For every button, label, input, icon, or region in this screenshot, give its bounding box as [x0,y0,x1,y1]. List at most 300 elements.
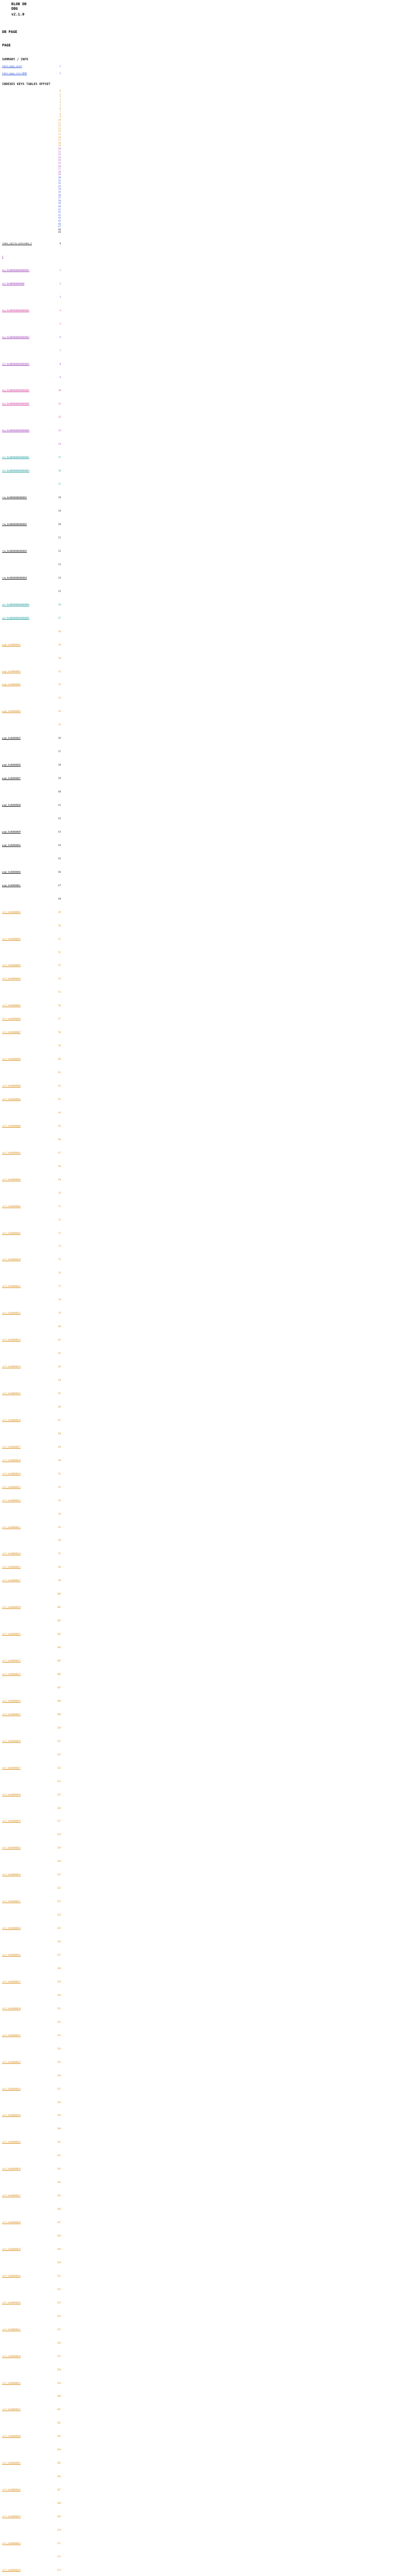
entry-offset: 52 [58,951,61,954]
entry-offset: 122 [57,1887,61,1890]
entry-offset: 12 [58,416,61,419]
entry-label[interactable]: cell_0x00000041 [2,2462,21,2465]
entry-offset: 171 [57,2541,61,2545]
entry-offset: 137 [57,2087,61,2090]
entry-offset: 56 [58,1004,61,1007]
entry-offset: 85 [58,1392,61,1395]
entry-offset: 99 [58,1579,61,1582]
offset-value: 44 [58,216,61,219]
entry-offset: 75 [58,1258,61,1261]
entry-label[interactable]: page_0x00000004 [2,710,21,713]
entry-label[interactable]: cell_0x00000029 [2,1820,21,1823]
entry-label[interactable]: cell_0x00000006 [2,1018,21,1021]
entry-label[interactable]: cell_0x0000003e [2,2381,21,2384]
entry-label[interactable]: cell_0x0000003a [2,2274,21,2277]
offset-value: 20 [58,147,61,150]
entry-offset: 67 [58,1151,61,1154]
summary-row-label[interactable]: table:page_size:4096 [2,72,27,75]
header-line-3: v2.1.0 [11,12,25,16]
entry-label[interactable]: key:0x0000000000000002 [2,309,29,312]
entry-offset: 126 [57,1940,61,1943]
entry-label[interactable]: cell_0x00000033 [2,2087,21,2090]
entry-offset: 94 [58,1512,61,1515]
entry-offset: 168 [57,2502,61,2505]
entry-offset: 135 [57,2060,61,2063]
entry-offset: 16 [58,469,61,472]
entry-offset: 101 [57,1606,61,1609]
entry-label[interactable]: cell_0x00000038 [2,2221,21,2224]
offset-value: 37 [58,196,61,199]
entry-offset: 77 [58,1285,61,1288]
entry-offset: 30 [58,656,61,659]
entry-offset: 18 [58,496,61,499]
entry-offset: 160 [57,2395,61,2398]
offset-value: 7 [59,110,61,113]
entry-label[interactable]: page_0x00000003 [2,683,21,686]
offset-value: 11 [58,121,61,124]
entry-offset: 39 [58,777,61,780]
offset-value: 12 [58,124,61,127]
entry-offset: 119 [57,1846,61,1850]
entry-offset: 115 [57,1793,61,1796]
entry-offset: 3 [59,295,61,298]
offset-value: 21 [58,150,61,153]
entry-offset: 38 [58,764,61,767]
entry-label[interactable]: cell_0x00000011 [2,1285,21,1288]
entry-label[interactable]: cell_0x00000025 [2,1713,21,1716]
entry-offset: 100 [57,1592,61,1596]
indexes-section-title: INDEXES KEYS TABLES OFFSET [2,82,50,86]
entry-label[interactable]: cell_0x00000019 [2,1472,21,1475]
entry-offset: 28 [58,630,61,633]
entry-offset: 76 [58,1272,61,1275]
entry-offset: 90 [58,1459,61,1462]
entry-offset: 2 [59,282,61,285]
entry-label[interactable]: cell_0x00000007 [2,1031,21,1034]
entry-label[interactable]: cell_0x00000035 [2,2141,21,2144]
entry-label[interactable]: cell_0x00000013 [2,1338,21,1342]
entry-offset: 89 [58,1445,61,1448]
offset-value: 31 [58,179,61,182]
entry-label[interactable]: cell_0x00000015 [2,1392,21,1395]
entry-label[interactable]: key:0x0000000000000003 [2,335,29,338]
entry-label[interactable]: cell_0x00000032 [2,2060,21,2063]
entry-label[interactable]: val:0x0000000000000005 [2,616,29,619]
entry-offset: 104 [57,1646,61,1649]
entry-offset: 49 [58,910,61,913]
entry-label[interactable]: cell_0x0000001a [2,1485,21,1488]
entry-offset: 47 [58,884,61,887]
entry-label[interactable]: cell_0x00000027 [2,1766,21,1769]
entry-offset: 71 [58,1205,61,1208]
entry-label[interactable]: cell_0x00000010 [2,1258,21,1261]
entry-label[interactable]: row_0x00000000000004 [2,576,27,579]
entry-offset: 84 [58,1379,61,1382]
offset-value: 19 [58,144,61,147]
entry-label[interactable]: cell_0x00000008 [2,1058,21,1061]
offset-value: 33 [58,184,61,188]
entry-offset: 79 [58,1312,61,1315]
entry-offset: 145 [57,2194,61,2197]
entry-offset: 157 [57,2354,61,2358]
offset-value: 17 [58,139,61,142]
summary-row-label[interactable]: table:page_count [2,65,22,67]
offset-value: 3 [59,98,61,101]
entry-offset: 117 [57,1820,61,1823]
entry-label[interactable]: key:0x0000000000000006 [2,429,29,432]
entry-offset: 140 [57,2127,61,2130]
entry-label[interactable]: cell_0x00000028 [2,1793,21,1796]
entry-label[interactable]: cell_0x00000043 [2,2515,21,2518]
entry-offset: 21 [58,536,61,539]
entry-offset: 162 [57,2421,61,2425]
entry-label[interactable]: cell_0x0000001e [2,1566,21,1569]
entry-offset: 97 [58,1552,61,1555]
entry-label[interactable]: cell_0x00000045 [2,2568,21,2571]
offset-value: 28 [58,170,61,173]
offset-value: 14 [58,130,61,133]
entry-offset: 125 [57,1927,61,1930]
entry-label[interactable]: page_0x0000000b [2,870,21,873]
entry-offset: 95 [58,1526,61,1529]
offset-value: 34 [58,188,61,191]
entry-label[interactable]: cell_0x0000000b [2,1124,21,1127]
entry-offset: 48 [58,897,61,900]
entry-offset: 70 [58,1191,61,1194]
entry-label[interactable]: key:0x0000000000000005 [2,402,29,405]
entry-offset: 147 [57,2221,61,2224]
offset-value: 40 [58,205,61,208]
offset-value: 23 [58,156,61,159]
entry-label[interactable]: cell_0x00000012 [2,1312,21,1315]
entry-offset: 144 [57,2181,61,2184]
entry-label[interactable]: cell_0x0000003f [2,2408,21,2411]
entry-label[interactable]: cell_0x0000001f [2,1579,21,1582]
entry-offset: 164 [57,2448,61,2451]
entry-offset: 172 [57,2555,61,2558]
entry-offset: 5 [59,322,61,325]
entry-label[interactable]: cell_0x0000002f [2,1980,21,1983]
entry-offset: 108 [57,1699,61,1702]
entry-offset: 93 [58,1499,61,1502]
entry-label[interactable]: val:0x0000000000000003 [2,469,29,472]
entry-label[interactable]: row_0x00000000000002 [2,523,27,526]
entry-offset: 139 [57,2114,61,2117]
entry-offset: 127 [57,1954,61,1957]
entry-offset: 27 [58,616,61,619]
entry-label[interactable]: page_0x00000002 [2,670,21,673]
entry-label[interactable]: cell_0x00000044 [2,2541,21,2545]
entry-label[interactable]: cell_0x0000002c [2,1900,21,1903]
entry-label[interactable]: page_0x00000008 [2,804,21,807]
entry-offset: 7 [59,349,61,352]
entry-label[interactable]: cell_0x00000024 [2,1699,21,1702]
entry-offset: 87 [58,1418,61,1421]
entry-offset: 62 [58,1084,61,1088]
entry-offset: 13 [58,429,61,432]
entry-offset: 8 [59,362,61,365]
entry-offset: 155 [57,2328,61,2331]
entry-offset: 57 [58,1018,61,1021]
entry-offset: 131 [57,2007,61,2010]
entry-offset: 148 [57,2234,61,2238]
entry-label[interactable]: cell_0x00000016 [2,1418,21,1421]
entry-label[interactable]: cell_0x00000020 [2,1606,21,1609]
entry-label[interactable]: cell_0x00000026 [2,1739,21,1742]
offset-value: 2 [59,95,61,98]
offset-value: 39 [58,202,61,205]
entry-offset: 43 [58,830,61,833]
entry-offset: 54 [58,977,61,980]
entry-offset: 146 [57,2208,61,2211]
entry-offset: 0 [59,242,61,245]
offset-value: 26 [58,164,61,167]
entry-offset: 68 [58,1164,61,1167]
entry-offset: 41 [58,804,61,807]
entry-offset: 9 [59,376,61,379]
entry-offset: 120 [57,1860,61,1863]
offset-value: 9 [59,115,61,118]
entry-label[interactable]: cell_0x0000002e [2,1954,21,1957]
offset-value: 35 [58,191,61,193]
offset-value: 18 [58,141,61,144]
offset-value: 16 [58,135,61,139]
entry-offset: 58 [58,1031,61,1034]
entry-label[interactable]: cell_0x00000039 [2,2247,21,2250]
entry-label[interactable]: cell_0x0000001c [2,1526,21,1529]
entry-label[interactable]: page_0x00000006 [2,764,21,767]
entry-offset: 161 [57,2408,61,2411]
offset-value: 42 [58,211,61,214]
entry-offset: 80 [58,1325,61,1328]
entry-offset: 88 [58,1432,61,1435]
entry-offset: 124 [57,1913,61,1917]
entry-offset: 15 [58,456,61,459]
entry-label[interactable]: cell_0x00000002 [2,937,21,940]
offset-value: 24 [58,159,61,162]
entry-label[interactable]: cell_0x00000040 [2,2435,21,2438]
offset-value: 32 [58,182,61,185]
offset-value: 8 [59,112,61,115]
entry-offset: 170 [57,2529,61,2532]
entry-offset: 24 [58,576,61,579]
entry-label[interactable]: cell_0x00000017 [2,1445,21,1448]
entry-label[interactable]: cell_0x00000018 [2,1459,21,1462]
summary-row-value: 1 [59,72,61,75]
entry-label[interactable]: cell_0x00000001 [2,910,21,913]
entry-label[interactable]: key:0x0000000000000004 [2,389,29,392]
entry-offset: 26 [58,603,61,606]
entry-offset: 1 [59,268,61,272]
entry-label[interactable]: cell_0x0000001d [2,1552,21,1555]
offset-value: 41 [58,208,61,211]
entry-label[interactable]: cell_0x00000003 [2,964,21,967]
entry-offset: 19 [58,510,61,513]
entry-label[interactable]: cell_0x0000001b [2,1499,21,1502]
entry-label[interactable]: page_0x0000000c [2,884,21,887]
entry-label[interactable]: cell_0x0000002d [2,1927,21,1930]
entry-offset: 64 [58,1111,61,1114]
entry-offset: 113 [57,1766,61,1769]
entry-offset: 17 [58,483,61,486]
entry-offset: 112 [57,1753,61,1756]
entry-offset: 46 [58,870,61,873]
entry-label[interactable]: val:0x0000000000000002 [2,456,29,459]
offset-value: 36 [58,193,61,196]
entry-label[interactable]: cell_0x00000021 [2,1633,21,1636]
entry-offset: 142 [57,2154,61,2157]
entry-label[interactable]: cell_0x00000022 [2,1659,21,1663]
header-line-1: BLOB DB [11,2,27,6]
entry-label[interactable]: cell_0x0000003c [2,2328,21,2331]
entry-offset: 123 [57,1900,61,1903]
entry-offset: 31 [58,670,61,673]
entry-label[interactable]: cell_0x0000002a [2,1846,21,1850]
entry-label[interactable]: page_0x00000001 [2,643,21,646]
entry-offset: 73 [58,1231,61,1234]
entry-offset: 116 [57,1806,61,1809]
entry-offset: 69 [58,1178,61,1181]
entry-offset: 33 [58,697,61,700]
entry-label[interactable]: cell_0x00000042 [2,2488,21,2492]
entry-offset: 158 [57,2368,61,2371]
entry-label[interactable]: cell_0x00000005 [2,1004,21,1007]
entry-offset: 37 [58,750,61,753]
entry-label[interactable]: val:0x0000000000000004 [2,603,29,606]
entry-offset: 152 [57,2287,61,2291]
entry-offset: 134 [57,2047,61,2050]
offset-value: 4 [59,101,61,104]
entry-label[interactable]: index_sqlite_autoindex_1 [2,242,32,245]
offset-value: 27 [58,167,61,171]
entry-offset: 66 [58,1138,61,1141]
entry-offset: 166 [57,2475,61,2478]
entry-offset: 72 [58,1218,61,1221]
entry-offset: 106 [57,1673,61,1675]
entry-label[interactable]: key:0x0000000000000001 [2,268,29,272]
entry-offset: 167 [57,2488,61,2492]
header-line-2: DBG [11,7,18,11]
entry-label[interactable]: cell_0x0000003d [2,2354,21,2358]
entry-label[interactable]: 0 [2,255,4,258]
entry-offset: 45 [58,857,61,860]
entry-label[interactable]: page_0x0000000a [2,843,21,846]
entry-offset: 20 [58,523,61,526]
entry-offset: 35 [58,723,61,726]
offset-value: 25 [58,162,61,164]
entry-offset: 92 [58,1485,61,1488]
entry-label[interactable]: cell_0x00000004 [2,977,21,980]
entry-offset: 129 [57,1980,61,1983]
offset-value: 49 [58,231,61,234]
offset-value: 13 [58,127,61,130]
entry-label[interactable]: val:0x000000000000 [2,282,25,285]
entry-offset: 11 [58,402,61,405]
entry-offset: 132 [57,2020,61,2023]
entry-label[interactable]: val:0x0000000000000001 [2,362,29,365]
offset-value: 6 [59,107,61,110]
offset-value: 46 [58,222,61,225]
entry-label[interactable]: cell_0x00000030 [2,2007,21,2010]
entry-offset: 60 [58,1058,61,1061]
entry-offset: 111 [57,1739,61,1742]
entry-offset: 34 [58,710,61,713]
entry-offset: 149 [57,2247,61,2250]
entry-label[interactable]: cell_0x00000023 [2,1673,21,1675]
entry-offset: 83 [58,1365,61,1368]
entry-label[interactable]: cell_0x00000036 [2,2167,21,2171]
entry-offset: 165 [57,2462,61,2465]
offset-value: 29 [58,173,61,176]
entry-offset: 102 [57,1619,61,1622]
offset-value: 43 [58,213,61,216]
entry-offset: 61 [58,1071,61,1074]
entry-offset: 159 [57,2381,61,2384]
entry-offset: 130 [57,1993,61,1996]
entry-offset: 36 [58,737,61,740]
entry-offset: 154 [57,2314,61,2317]
entry-label[interactable]: cell_0x00000031 [2,2033,21,2037]
entry-offset: 81 [58,1338,61,1342]
entry-offset: 138 [57,2100,61,2104]
entry-offset: 63 [58,1098,61,1100]
entry-label[interactable]: cell_0x0000000f [2,1231,21,1234]
entry-offset: 55 [58,991,61,994]
entry-label[interactable]: cell_0x00000037 [2,2194,21,2197]
entry-offset: 114 [57,1780,61,1783]
entry-label[interactable]: cell_0x0000002b [2,1873,21,1876]
entry-offset: 82 [58,1352,61,1355]
entry-offset: 50 [58,924,61,927]
entry-offset: 173 [57,2568,61,2571]
entry-label[interactable]: cell_0x00000034 [2,2114,21,2117]
entry-offset: 153 [57,2301,61,2304]
entry-offset: 44 [58,843,61,846]
entry-offset: 59 [58,1044,61,1047]
offset-value: 5 [59,104,61,107]
entry-label[interactable]: cell_0x00000009 [2,1084,21,1088]
entry-offset: 151 [57,2274,61,2277]
entry-label[interactable]: page_0x00000005 [2,737,21,740]
entry-offset: 156 [57,2341,61,2344]
offset-value: 45 [58,219,61,222]
entry-offset: 14 [58,443,61,446]
entry-offset: 86 [58,1405,61,1408]
entry-label[interactable]: row_0x00000000000001 [2,496,27,499]
page-subtitle: PAGE [2,43,11,47]
entry-label[interactable]: page_0x00000009 [2,830,21,833]
entry-label[interactable]: cell_0x00000014 [2,1365,21,1368]
entry-offset: 169 [57,2515,61,2518]
entry-offset: 163 [57,2435,61,2438]
offset-value: 38 [58,199,61,202]
entry-offset: 107 [57,1686,61,1689]
offset-value: 48 [58,228,61,231]
entry-label[interactable]: cell_0x0000000d [2,1178,21,1181]
entry-label[interactable]: row_0x00000000000003 [2,549,27,552]
entry-offset: 78 [58,1298,61,1301]
offset-value: 22 [58,153,61,156]
entry-label[interactable]: page_0x00000007 [2,777,21,780]
entry-label[interactable]: cell_0x0000003b [2,2301,21,2304]
entry-label[interactable]: cell_0x0000000a [2,1098,21,1100]
entry-offset: 98 [58,1566,61,1569]
entry-label[interactable]: cell_0x0000000c [2,1151,21,1154]
offset-value: 1 [59,92,61,95]
entry-offset: 143 [57,2167,61,2171]
entry-label[interactable]: cell_0x0000000e [2,1205,21,1208]
offset-value: 30 [58,176,61,179]
